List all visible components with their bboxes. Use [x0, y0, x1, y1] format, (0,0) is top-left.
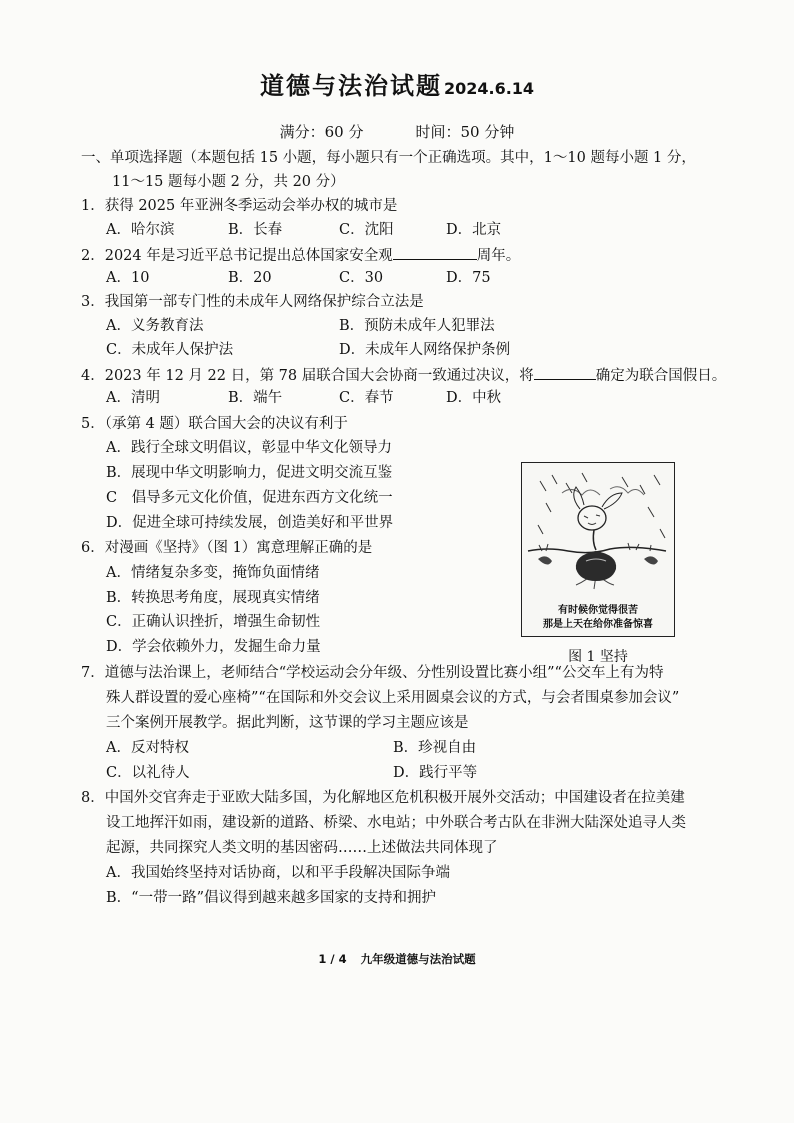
q8-stem-line2: 设工地挥汗如雨，建设新的道路、桥梁、水电站；中外联合考古队在非洲大陆深处追寻人类	[106, 815, 686, 831]
q7-option-c: C．以礼待人	[106, 765, 190, 781]
page-footer	[0, 951, 794, 967]
q7-option-a: A．反对特权	[106, 740, 189, 756]
q1-option-c: C．沈阳	[339, 222, 394, 238]
q5-stem: 5．（承第 4 题）联合国大会的决议有利于	[81, 416, 348, 432]
full-score: 满分：60 分	[279, 123, 364, 141]
q5-option-c: C 倡导多元文化价值，促进东西方文化统一	[106, 490, 393, 506]
q8-option-a: A．我国始终坚持对话协商，以和平手段解决国际争端	[106, 865, 450, 881]
q1-option-b: B．长春	[228, 222, 283, 238]
q6-option-b: B．转换思考角度，展现真实情绪	[106, 590, 320, 606]
q6-option-a: A．情绪复杂多变，掩饰负面情绪	[106, 565, 320, 581]
q8-stem-line1: 8．中国外交官奔走于亚欧大陆多国，为化解地区危机积极开展外交活动；中国建设者在拉美建	[81, 790, 685, 806]
q6-option-c: C．正确认识挫折，增强生命韧性	[106, 614, 321, 630]
q2-stem	[81, 247, 520, 264]
q4-option-c: C．春节	[339, 390, 394, 406]
page-number: 1 / 4	[318, 952, 347, 966]
q7-option-b: B．珍视自由	[393, 740, 477, 756]
q1-option-a: A．哈尔滨	[106, 222, 175, 238]
section-heading-line2: 11～15 题每小题 2 分，共 20 分）	[112, 174, 345, 190]
q7-stem-line2: 殊人群设置的爱心座椅”“在国际和外交会议上采用圆桌会议的方式，与会者围桌参加会议”	[106, 690, 680, 706]
exam-meta	[0, 121, 794, 142]
figure-1-label: 图 1 坚持	[568, 649, 628, 665]
exam-date: 2024.6.14	[443, 79, 535, 98]
q4-blank	[534, 367, 596, 380]
q7-stem-line1: 7．道德与法治课上，老师结合“学校运动会分年级、分性别设置比赛小组”“公交车上有为特	[81, 665, 664, 681]
q8-stem-line3: 起源，共同探究人类文明的基因密码……上述做法共同体现了	[106, 840, 498, 856]
q6-stem: 6．对漫画《坚持》（图 1）寓意理解正确的是	[81, 540, 373, 556]
q1-stem: 1．获得 2025 年亚洲冬季运动会举办权的城市是	[81, 198, 398, 214]
q3-option-a: A．义务教育法	[106, 318, 204, 334]
q2-option-d: D．75	[446, 270, 491, 286]
q2-stem-after: 周年。	[476, 248, 521, 264]
q3-option-c: C．未成年人保护法	[106, 342, 234, 358]
q6-option-d: D．学会依赖外力，发掘生命力量	[106, 639, 321, 655]
q5-option-a: A．践行全球文明倡议，彰显中华文化领导力	[106, 440, 392, 456]
q4-stem-before: 4．2023 年 12 月 22 日，第 78 届联合国大会协商一致通过决议，将	[81, 368, 534, 384]
q1-option-d: D．北京	[446, 222, 502, 238]
exam-title	[0, 66, 794, 101]
q3-stem: 3．我国第一部专门性的未成年人网络保护综合立法是	[81, 294, 424, 310]
q2-stem-before: 2．2024 年是习近平总书记提出总体国家安全观	[81, 248, 393, 264]
cartoon-caption-line1: 有时候你觉得很苦	[558, 605, 638, 616]
section-heading-line1: 一、单项选择题（本题包括 15 小题，每小题只有一个正确选项。其中，1～10 题每小题 1 分，	[81, 150, 696, 166]
q7-option-d: D．践行平等	[393, 765, 478, 781]
q2-option-a: A．10	[106, 270, 150, 286]
q8-option-b: B．“一带一路”倡议得到越来越多国家的支持和拥护	[106, 890, 436, 906]
q4-stem-after: 确定为联合国假日。	[595, 368, 727, 384]
q4-option-b: B．端午	[228, 390, 283, 406]
q3-option-b: B．预防未成年人犯罪法	[339, 318, 495, 334]
figure-1-cartoon	[521, 462, 675, 637]
q3-option-d: D．未成年人网络保护条例	[339, 342, 511, 358]
q5-option-d: D．促进全球可持续发展，创造美好和平世界	[106, 515, 394, 531]
q2-option-b: B．20	[228, 270, 272, 286]
q4-stem	[81, 367, 726, 384]
footer-subject: 九年级道德与法治试题	[360, 952, 476, 966]
q4-option-a: A．清明	[106, 390, 160, 406]
cartoon-caption-line2: 那是上天在给你准备惊喜	[543, 619, 653, 630]
q7-stem-line3: 三个案例开展教学。据此判断，这节课的学习主题应该是	[106, 715, 469, 731]
q4-option-d: D．中秋	[446, 390, 502, 406]
q5-option-b: B．展现中华文明影响力，促进文明交流互鉴	[106, 465, 393, 481]
title-text: 道德与法治试题	[259, 72, 442, 100]
q2-blank	[393, 247, 477, 260]
q2-option-c: C．30	[339, 270, 384, 286]
exam-time: 时间：50 分钟	[415, 123, 515, 141]
